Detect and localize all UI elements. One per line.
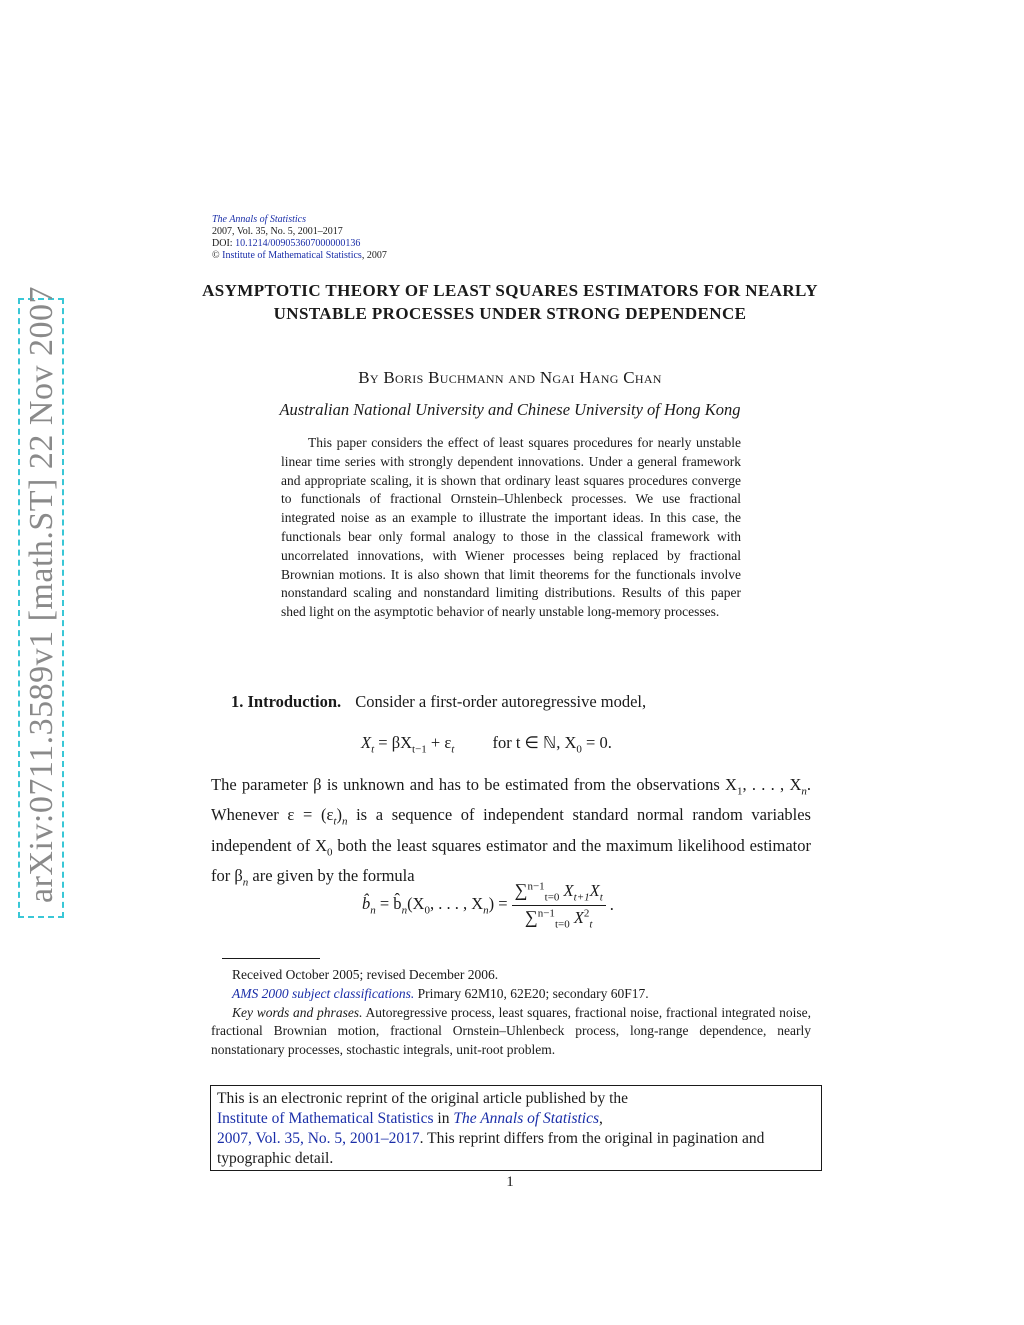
footnotes [211, 966, 811, 1060]
equation-estimator: $b̂_n$ = $b̂_n(X_0$, . . . , $X_n$) = $\frac{\sum^{n-1}_{t=0} X_{t+1}X_t}{\sum^{n-1}_{t=0} X^2_t}$ . [362, 880, 614, 930]
arxiv-stamp[interactable]: arXiv:0711.3589v1 [math.ST] 22 Nov 2007 [23, 286, 60, 903]
publisher-link[interactable]: Institute of Mathematical Statistics [222, 250, 362, 261]
ams-note: AMS 2000 subject classifications. Primary 62M10, 62E20; secondary 60F17. [232, 985, 649, 1001]
section-heading: 1. Introduction. [231, 692, 342, 711]
authors: By Boris Buchmann and Ngai Hang Chan [358, 368, 662, 387]
copyright-year: , 2007 [361, 250, 387, 261]
estimator-fraction: $\frac{\sum^{n-1}_{t=0} X_{t+1}X_t}{\sum^{n-1}_{t=0} X^2_t}$ [512, 880, 606, 930]
journal-name-link[interactable]: The Annals of Statistics [212, 214, 306, 225]
received-note: Received October 2005; revised December 2006. [232, 967, 499, 982]
keywords-note: Key words and phrases. Autoregressive process, least squares, fractional noise, fractional integrated noise, fractional Brownian motion, fractional Ornstein–Uhlenbeck process, long-range dependence, nearly nonstationary processes, stochastic integrals, unit-root problem. [211, 1004, 811, 1058]
reprint-journal-link[interactable]: The Annals of Statistics [453, 1110, 600, 1127]
ams-link[interactable]: AMS 2000 subject classifications. [232, 985, 415, 1001]
section-lead: Consider a first-order autoregressive model, [355, 692, 647, 711]
doi-link[interactable]: 10.1214/009053607000000136 [235, 238, 361, 249]
intro-paragraph: The parameter β is unknown and has to be estimated from the observations $X_1$, . . . , $X_n$. Whenever $\varepsilon = (\varepsilon_t)_n$ is a sequence of independent standard normal random variables independent of $X_0$ both the least squares estimator and the maximum likelihood estimator for $\beta_n$ are given by the formula [211, 775, 811, 889]
copyright-symbol: © [212, 250, 220, 261]
section-intro [231, 692, 831, 712]
reprint-publisher-link[interactable]: Institute of Mathematical Statistics [217, 1110, 434, 1127]
abstract: This paper considers the effect of least squares procedures for nearly unstable linear time series with strongly dependent innovations. Under a general framework and appropriate scaling, it is shown that ordinary least squares procedures converge to functionals of fractional Ornstein–Uhlenbeck processes. We use fractional integrated noise as an example to illustrate the important ideas. In this case, the functionals bear only formal analogy to those in the classical framework with uncorrelated innovations, with Wiener processes being replaced by fractional Brownian motions. It is also shown that limit theorems for the functionals involve nonstandard scaling and nonstandard limiting distributions. Results of this paper shed light on the asymptotic behavior of nearly unstable long-memory processes. [281, 435, 741, 620]
equation-ar-model: $X_t = \beta X_{t-1} + \varepsilon_t$ for t ∈ ℕ, $X_0 = 0$. [361, 733, 612, 756]
footnote-rule [222, 958, 320, 959]
reprint-notice: This is an electronic reprint of the original article published by the Institute of Mathematical Statistics in The Annals of Statistics, 2007, Vol. 35, No. 5, 2001–2017. This reprint differs from the original in pagination and typographic detail. [210, 1085, 822, 1171]
page-number: 1 [506, 1174, 514, 1190]
affiliation: Australian National University and Chinese University of Hong Kong [279, 400, 741, 419]
journal-header [212, 214, 387, 262]
doi-label: DOI: [212, 238, 233, 249]
paper-title: ASYMPTOTIC THEORY OF LEAST SQUARES ESTIMATORS FOR NEARLY UNSTABLE PROCESSES UNDER STRONG DEPENDENCE [202, 281, 818, 323]
journal-volume: 2007, Vol. 35, No. 5, 2001–2017 [212, 226, 343, 237]
reprint-volume-link[interactable]: 2007, Vol. 35, No. 5, 2001–2017 [217, 1130, 420, 1147]
equation-condition: for t ∈ ℕ, $X_0 = 0$. [492, 733, 612, 756]
